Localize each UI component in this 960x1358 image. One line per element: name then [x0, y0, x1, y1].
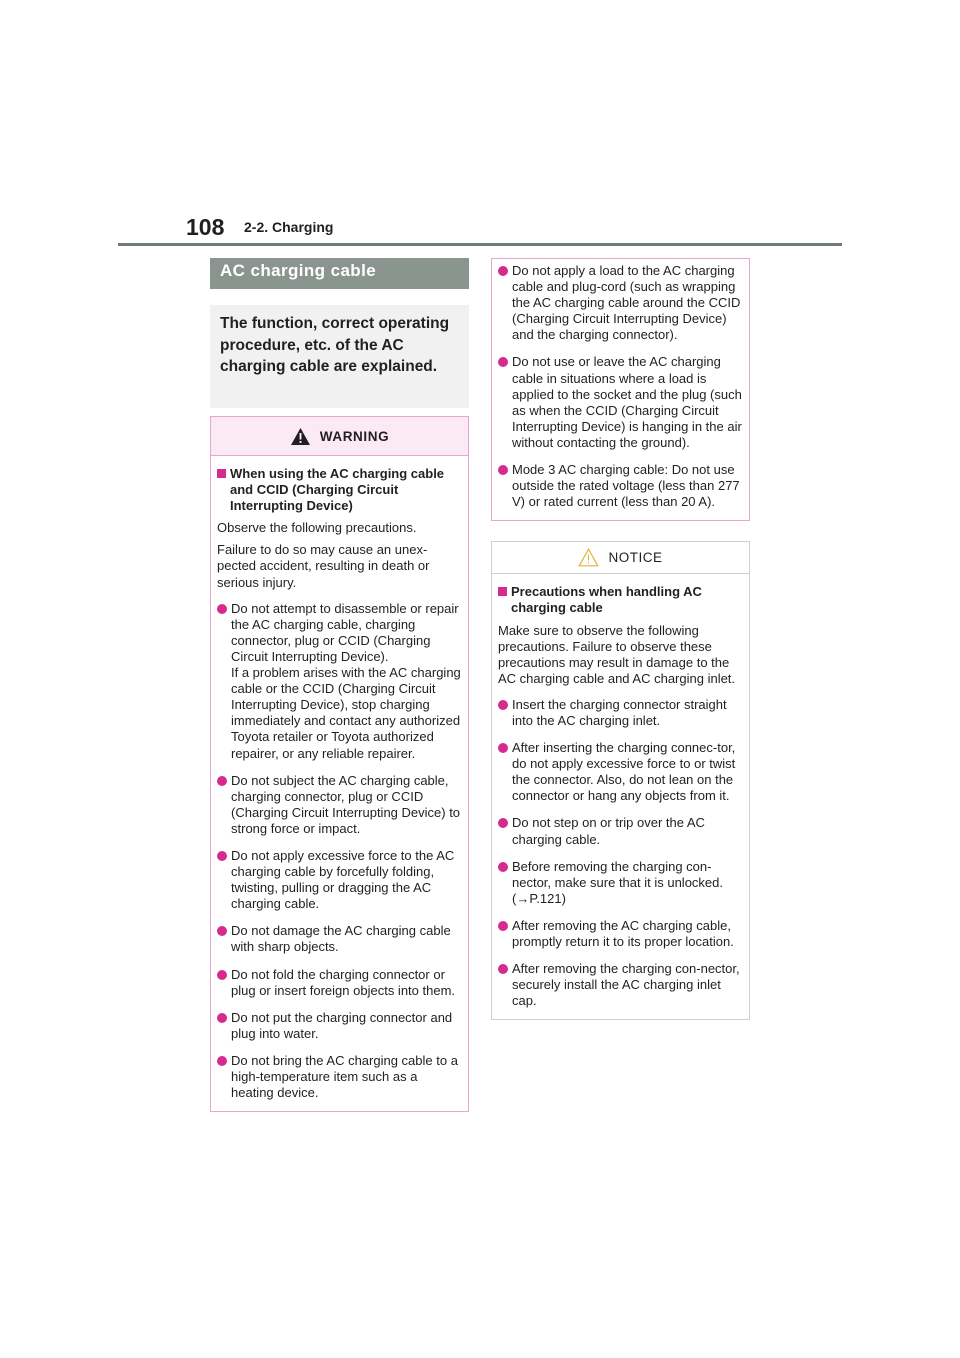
warning-content-continued [492, 263, 749, 510]
list-item-text: Do not apply a load to the AC charging cable and plug-cord (such as wrapping the AC charging cable around the CCID (Charging Circuit Interrupting Device) and the charging connector). [512, 263, 741, 343]
list-item-text: Before removing the charging con-nector, make sure that it is unlocked. (→P.121) [512, 858, 723, 906]
notice-paragraph: Make sure to observe the following precautions. Failure to observe these precautions may result in damage to the AC charging cable and AC charging inlet. [498, 622, 736, 686]
warning-box [210, 416, 469, 1112]
list-item-text: Do not fold the charging connector or plug or insert foreign objects into them. [231, 966, 456, 998]
bullet-dot-icon [498, 921, 508, 931]
list-item-text: Do not apply excessive force to the AC charging cable by forcefully folding, twisting, pulling or dragging the AC charging cable. [231, 847, 455, 912]
list-item [217, 1053, 463, 1101]
bullet-dot-icon [498, 700, 508, 710]
list-item [217, 848, 463, 912]
list-item [498, 815, 744, 847]
list-item-text: Do not use or leave the AC charging cable in situations where a load is applied to the socket and the plug (such as when the CCID (Charging Circuit Interrupting Device) is hanging in the air without contacting the ground). [512, 354, 742, 450]
list-item [217, 601, 463, 762]
notice-label: NOTICE [608, 550, 663, 566]
list-item-text: After removing the AC charging cable, promptly return it to its proper location. [512, 917, 734, 949]
list-item-text: Do not subject the AC charging cable, charging connector, plug or CCID (Charging Circuit Interrupting Device) to strong force or impact. [231, 772, 461, 836]
warning-content [211, 466, 468, 1101]
list-item-text: Mode 3 AC charging cable: Do not use outside the rated voltage (less than 277 V) or rated current (less than 20 A). [512, 462, 740, 510]
bullet-dot-icon [217, 926, 227, 936]
warning-heading-text: When using the AC charging cable and CCID (Charging Circuit Interrupting Device) [230, 466, 445, 514]
list-item [217, 967, 463, 999]
warning-box-continued [491, 258, 750, 521]
page-number: 108 [186, 214, 225, 240]
list-item [498, 462, 744, 510]
list-item-text: Do not damage the AC charging cable with sharp objects. [231, 923, 451, 955]
square-bullet-icon [217, 469, 226, 478]
warning-subheading [217, 466, 463, 514]
left-column [210, 258, 469, 1112]
list-item [217, 923, 463, 955]
notice-subheading [498, 584, 744, 616]
warning-header [211, 417, 468, 456]
list-item-text: After inserting the charging connec-tor, do not apply excessive force to or twist the connector. Also, do not lean on the connector or hang any objects from it. [512, 740, 736, 804]
warning-paragraph: Observe the following precautions. [217, 520, 417, 536]
intro-box: The function, correct operating procedure, etc. of the AC charging cable are explained. [210, 305, 469, 408]
bullet-dot-icon [217, 604, 227, 614]
list-item [498, 859, 744, 907]
list-item-text: After removing the charging con-nector, securely install the AC charging inlet cap. [512, 961, 740, 1009]
notice-header [492, 542, 749, 574]
bullet-dot-icon [498, 266, 508, 276]
bullet-dot-icon [217, 776, 227, 786]
warning-paragraph: Failure to do so may cause an unex-pected accident, resulting in death or serious injury. [217, 542, 430, 590]
notice-content [492, 584, 749, 1009]
bullet-dot-icon [498, 743, 508, 753]
list-item [498, 740, 744, 804]
notice-heading-text: Precautions when handling AC charging cable [511, 584, 702, 616]
square-bullet-icon [498, 587, 507, 596]
bullet-dot-icon [217, 1013, 227, 1023]
notice-triangle-icon [578, 548, 599, 567]
warning-triangle-icon [290, 427, 311, 446]
list-item-text: Insert the charging connector straight into the AC charging inlet. [512, 696, 727, 728]
right-column [491, 258, 750, 1020]
list-item [498, 697, 744, 729]
list-item-text: Do not put the charging connector and plug into water. [231, 1009, 453, 1041]
list-item-text: Do not bring the AC charging cable to a high-temperature item such as a heating device. [231, 1052, 458, 1101]
bullet-dot-icon [217, 970, 227, 980]
list-item [498, 918, 744, 950]
notice-box [491, 541, 750, 1020]
list-item [498, 961, 744, 1009]
list-item [498, 354, 744, 451]
bullet-dot-icon [498, 357, 508, 367]
bullet-dot-icon [217, 1056, 227, 1066]
section-label: 2-2. Charging [244, 219, 334, 235]
bullet-dot-icon [498, 818, 508, 828]
bullet-dot-icon [217, 851, 227, 861]
warning-label: WARNING [319, 428, 390, 444]
bullet-dot-icon [498, 862, 508, 872]
list-item [498, 263, 744, 343]
list-item-text: Do not step on or trip over the AC charging cable. [512, 815, 705, 847]
page-title: AC charging cable [210, 258, 469, 289]
header-rule [118, 243, 842, 246]
list-item-text: Do not attempt to disassemble or repair the AC charging cable, charging connector, plug or CCID (Charging Circuit Interrupting Device). If a problem arises with the AC charging cable or the CCID (Charging Circuit Interrupting Device), stop charging immediately and contact any authorized Toyota retailer or Toyota authorized repairer, or any reliable repairer. [231, 600, 461, 761]
bullet-dot-icon [498, 964, 508, 974]
list-item [217, 1010, 463, 1042]
list-item [217, 773, 463, 837]
bullet-dot-icon [498, 465, 508, 475]
